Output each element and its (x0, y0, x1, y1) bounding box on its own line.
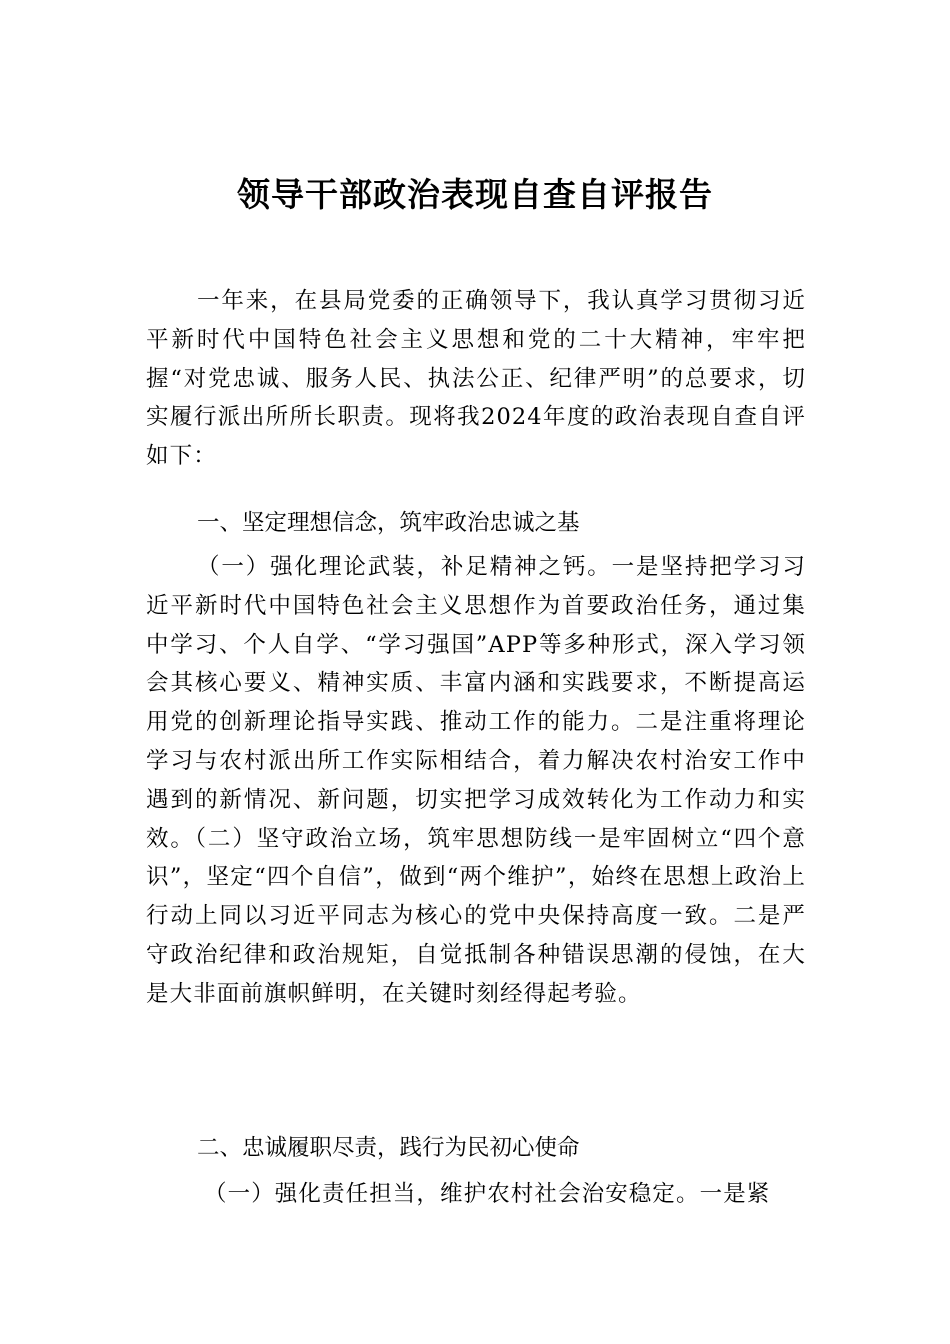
intro-paragraph: 一年来，在县局党委的正确领导下，我认真学习贯彻习近平新时代中国特色社会主义思想和党的二十大精神，牢牢把握“对党忠诚、服务人民、执法公正、纪律严明”的总要求，切实履行派出所所长职责。现将我2024年度的政治表现自查自评如下： (146, 288, 806, 470)
document-title: 领导干部政治表现自查自评报告 (237, 175, 713, 214)
section-heading-2: 二、忠诚履职尽责，践行为民初心使命 (197, 1135, 580, 1161)
section-1-paragraph: （一）强化理论武装，补足精神之钙。一是坚持把学习习近平新时代中国特色社会主义思想作为首要政治任务，通过集中学习、个人自学、“学习强国”APP等多种形式，深入学习领会其核心要义、精神实质、丰富内涵和实践要求，不断提高运用党的创新理论指导实践、推动工作的能力。二是注重将理论学习与农村派出所工作实际相结合，着力解决农村治安工作中遇到的新情况、新问题，切实把学习成效转化为工作动力和实效。（二）坚守政治立场，筑牢思想防线一是牢固树立“四个意识”，坚定“四个自信”，做到“两个维护”，始终在思想上政治上行动上同以习近平同志为核心的党中央保持高度一致。二是严守政治纪律和政治规矩，自觉抵制各种错误思潮的侵蚀，在大是大非面前旗帜鲜明，在关键时刻经得起考验。 (146, 554, 806, 1007)
section-heading-1: 一、坚定理想信念，筑牢政治忠诚之基 (197, 510, 580, 536)
section-2-paragraph: （一）强化责任担当，维护农村社会治安稳定。一是紧 (204, 1181, 771, 1207)
